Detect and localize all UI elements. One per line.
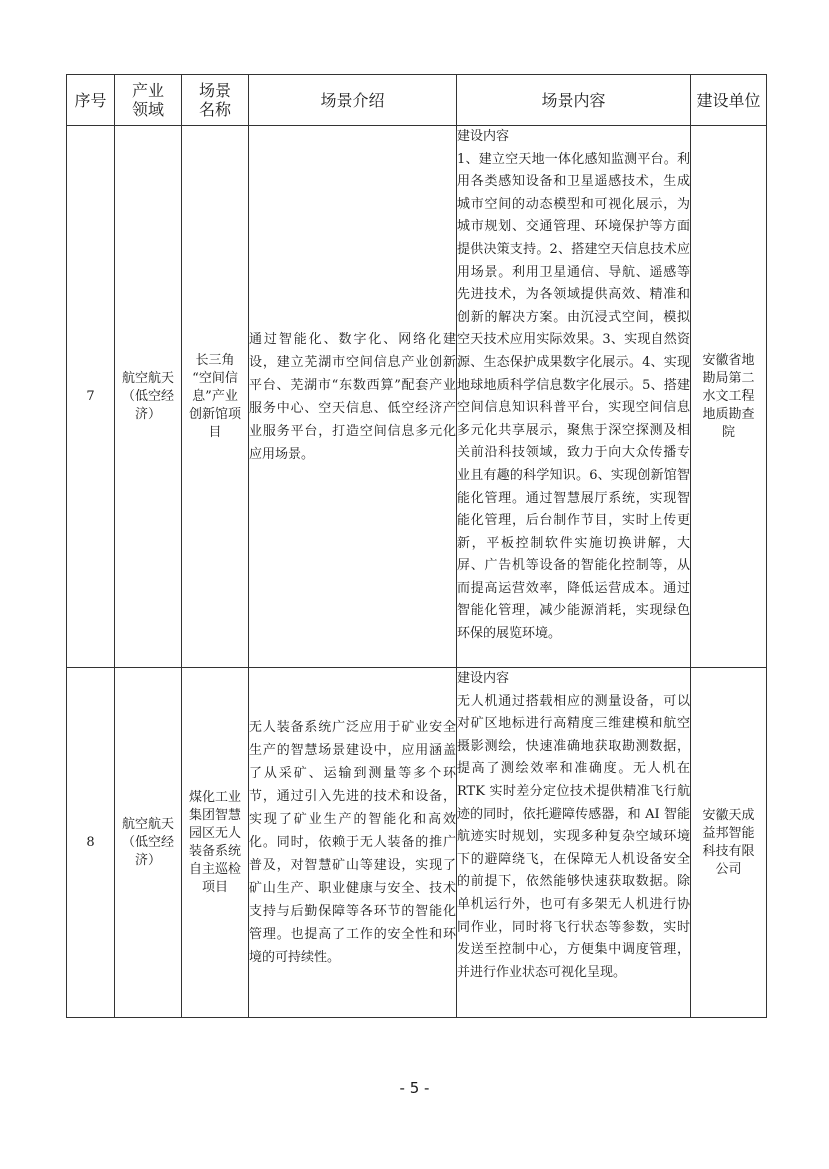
table-row	[67, 126, 767, 668]
row-builder: 安徽天成 益邦智能 科技有限 公司	[691, 668, 767, 1018]
header-scene-name: 场景 名称	[182, 75, 249, 126]
row-scene-content: 建设内容 无人机通过搭载相应的测量设备，可以对矿区地标进行高精度三维建模和航空摄影测绘，快速准确地获取勘测数据，提高了测绘效率和准确度。无人机在 RTK 实时差分定位技术提供精准飞行航迹的同时，依托避障传感器，和 AI 智能航迹实时规划，实现多种复杂空域环境下的避障绕飞，在保障无人机设备安全的前提下，依然能够快速获取数据。除单机运行外，也可有多架无人机进行协同作业，同时将飞行状态等参数，实时发送至控制中心，方便集中调度管理，并进行作业状态可视化呈现。	[457, 668, 691, 1018]
project-table	[66, 74, 767, 1018]
row-index: 7	[67, 126, 115, 668]
row-scene-name: 长三角 “空间信 息”产业 创新馆项 目	[182, 126, 249, 668]
row-scene-intro: 通过智能化、数字化、网络化建设，建立芜湖市空间信息产业创新平台、芜湖市“东数西算”配套产业服务中心、空天信息、低空经济产业服务平台，打造空间信息多元化应用场景。	[249, 126, 457, 668]
header-scene-intro: 场景介绍	[249, 75, 457, 126]
table-header-row	[67, 75, 767, 126]
row-builder: 安徽省地 勘局第二 水文工程 地质勘查 院	[691, 126, 767, 668]
row-scene-intro: 无人装备系统广泛应用于矿业安全生产的智慧场景建设中，应用涵盖了从采矿、运输到测量等多个环节，通过引入先进的技术和设备，实现了矿业生产的智能化和高效化。同时，依赖于无人装备的推广普及，对智慧矿山等建设，实现了矿山生产、职业健康与安全、技术支持与后勤保障等各环节的智能化管理。也提高了工作的安全性和环境的可持续性。	[249, 668, 457, 1018]
row-scene-name: 煤化工业 集团智慧 园区无人 装备系统 自主巡检 项目	[182, 668, 249, 1018]
row-scene-content: 建设内容 1、建立空天地一体化感知监测平台。利用各类感知设备和卫星遥感技术，生成城市空间的动态模型和可视化展示，为城市规划、交通管理、环境保护等方面提供决策支持。2、搭建空天信息技术应用场景。利用卫星通信、导航、遥感等先进技术，为各领域提供高效、精准和创新的解决方案。由沉浸式空间，模拟空天技术应用实际效果。3、实现自然资源、生态保护成果数字化展示。4、实现地球地质科学信息数字化展示。5、搭建空间信息知识科普平台，实现空间信息多元化共享展示，聚焦于深空探测及相关前沿科技领域，致力于向大众传播专业且有趣的科学知识。6、实现创新馆智能化管理。通过智慧展厅系统，实现智能化管理，后台制作节目，实时上传更新，平板控制软件实施切换讲解，大屏、广告机等设备的智能化控制等，从而提高运营效率，降低运营成本。通过智能化管理，减少能源消耗，实现绿色环保的展览环境。	[457, 126, 691, 668]
page-number: - 5 -	[399, 1079, 430, 1097]
row-industry-field: 航空航天 （低空经 济）	[115, 668, 182, 1018]
header-builder: 建设单位	[691, 75, 767, 126]
row-industry-field: 航空航天 （低空经 济）	[115, 126, 182, 668]
table-row	[67, 668, 767, 1018]
header-scene-content: 场景内容	[457, 75, 691, 126]
header-industry-field: 产业 领域	[115, 75, 182, 126]
row-index: 8	[67, 668, 115, 1018]
header-index: 序号	[67, 75, 115, 126]
